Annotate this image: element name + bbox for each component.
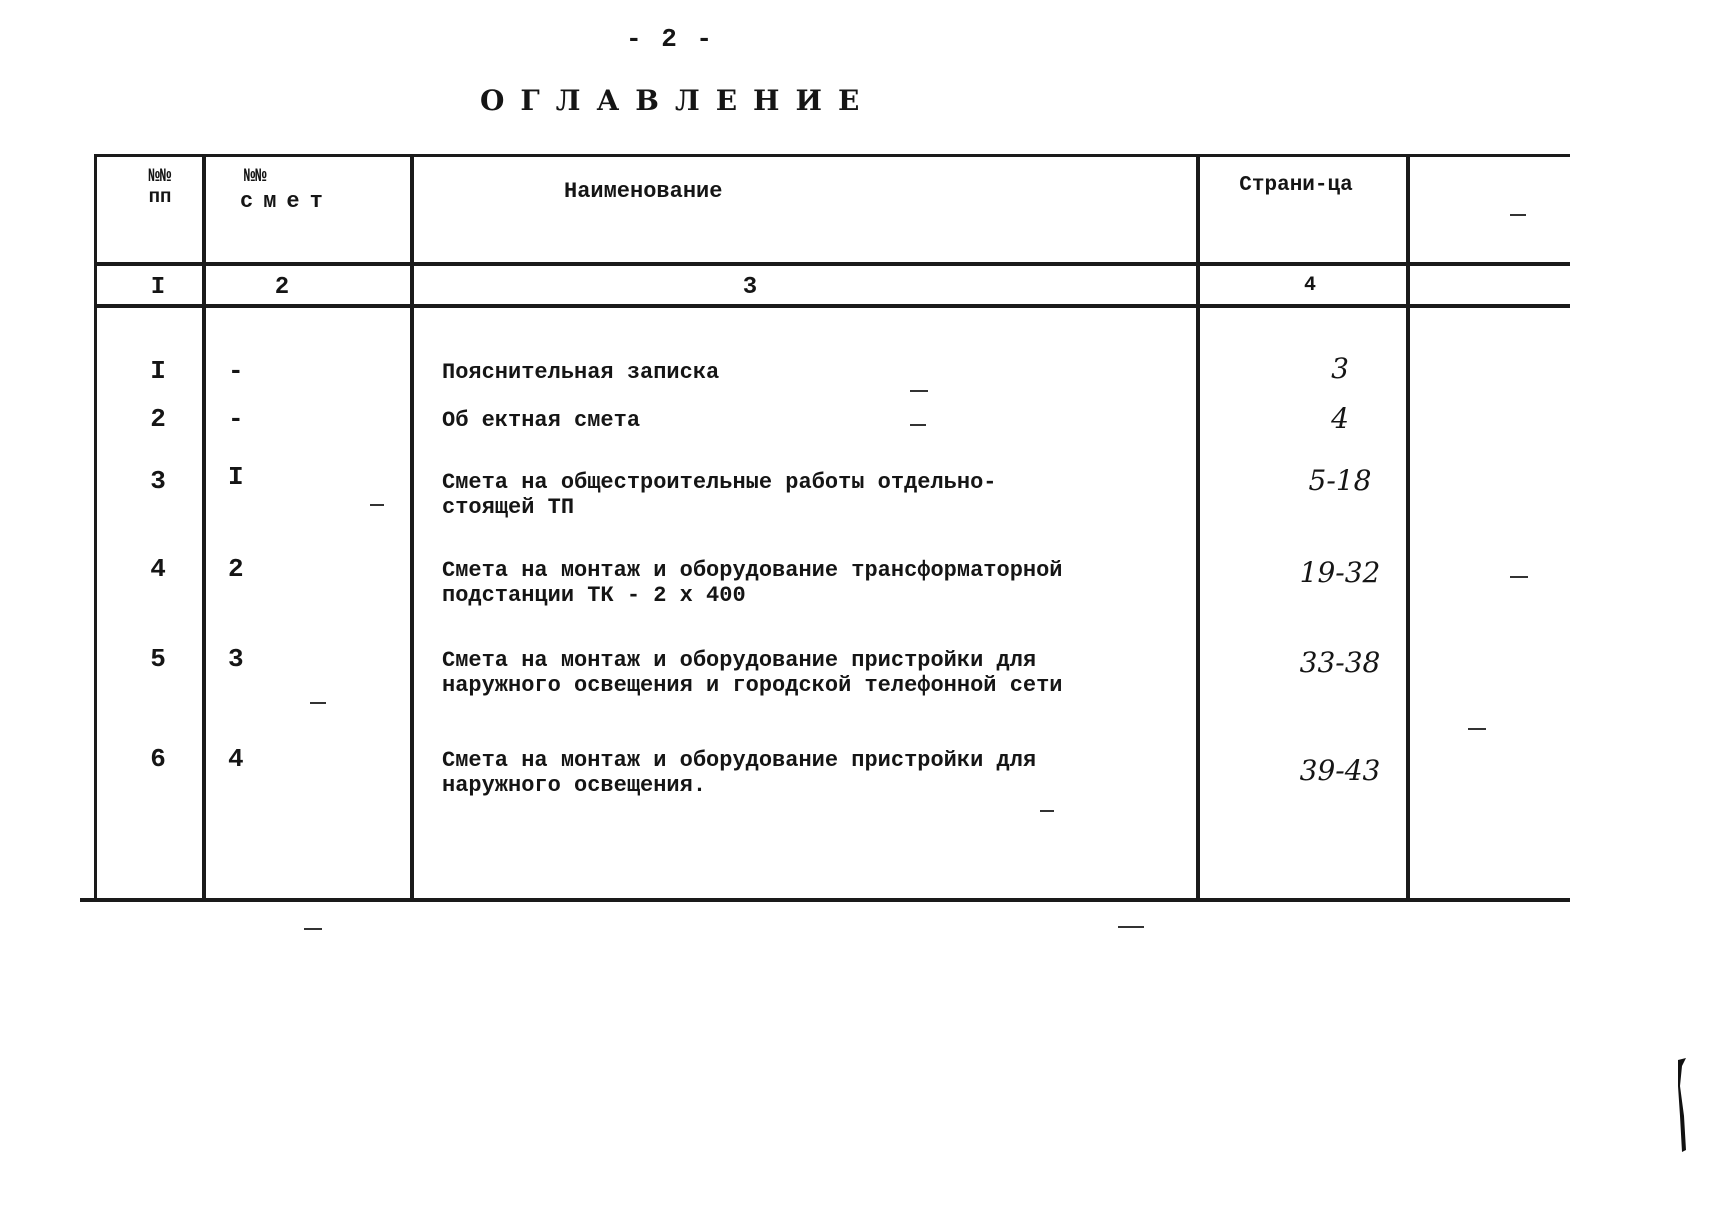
row-name: Смета на общестроительные работы отдельно-стоящей ТП — [442, 470, 997, 520]
row-pages: 4 — [1331, 402, 1349, 435]
table-row — [80, 554, 1570, 628]
stray-mark — [1118, 926, 1144, 928]
column-number-4: 4 — [1303, 274, 1316, 297]
row-pages: 19-32 — [1299, 556, 1381, 589]
row-estimate: - — [228, 356, 244, 386]
row-name: Пояснительная записка — [442, 360, 720, 385]
table-row — [80, 644, 1570, 718]
row-pages: 33-38 — [1299, 646, 1381, 679]
stray-mark — [304, 928, 322, 930]
stray-mark — [1510, 576, 1528, 578]
scan-edge-mark — [1676, 1056, 1688, 1152]
row-number: 2 — [150, 404, 166, 434]
table-row — [80, 744, 1570, 818]
header-row-number: №№ пп — [148, 165, 172, 208]
stray-mark — [1510, 214, 1526, 216]
header-estimate: смет — [240, 189, 333, 214]
row-number: 3 — [150, 466, 166, 496]
row-number: I — [150, 356, 166, 386]
contents-table — [80, 154, 1570, 902]
stray-mark — [1040, 810, 1054, 812]
row-pages: 39-43 — [1299, 754, 1381, 787]
header-name: Наименование — [564, 179, 723, 204]
row-pages: 5-18 — [1308, 464, 1372, 497]
column-number-rule — [94, 304, 1570, 308]
stray-mark — [310, 702, 326, 704]
header-page: Страни-ца — [1239, 174, 1353, 197]
row-name: Об ектная смета — [442, 408, 641, 433]
row-estimate: I — [228, 462, 244, 492]
row-pages: 3 — [1331, 352, 1349, 385]
table-top-rule — [94, 154, 1570, 157]
table-row — [80, 462, 1570, 540]
stray-mark — [910, 390, 928, 392]
row-name: Смета на монтаж и оборудование трансформаторной подстанции ТК - 2 х 400 — [442, 558, 1063, 608]
column-number-2: 2 — [274, 274, 290, 301]
row-name: Смета на монтаж и оборудование пристройки для наружного освещения. — [442, 748, 1037, 798]
column-number-3: 3 — [742, 274, 758, 301]
column-number-1: I — [150, 274, 166, 301]
row-number: 6 — [150, 744, 166, 774]
stray-mark — [910, 424, 926, 426]
table-bottom-rule — [80, 898, 1570, 902]
header-bottom-rule — [94, 262, 1570, 266]
stray-mark — [370, 504, 384, 506]
header-estimate-mark: №№ — [244, 165, 267, 187]
document-heading: ОГЛАВЛЕНИЕ — [480, 84, 876, 117]
row-number: 4 — [150, 554, 166, 584]
page-number: - 2 - — [625, 24, 714, 54]
row-estimate: 2 — [228, 554, 244, 584]
row-estimate: 3 — [228, 644, 244, 674]
stray-mark — [1468, 728, 1486, 730]
row-name: Смета на монтаж и оборудование пристройки для наружного освещения и городской телефонной сети — [442, 648, 1063, 698]
row-estimate: - — [228, 404, 244, 434]
row-number: 5 — [150, 644, 166, 674]
row-estimate: 4 — [228, 744, 244, 774]
